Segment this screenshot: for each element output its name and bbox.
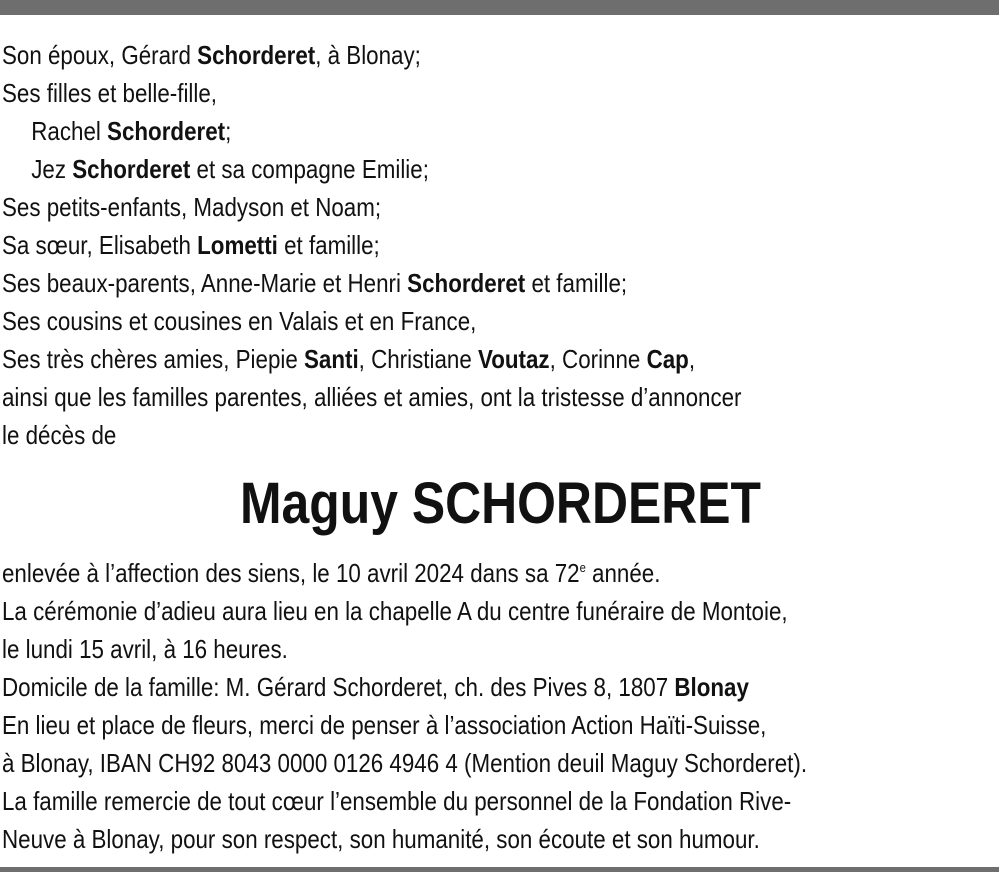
line-text: , à Blonay;: [315, 40, 421, 70]
line-text: Jez: [31, 154, 73, 184]
surname-bold: Lometti: [197, 230, 278, 260]
surname-bold: Voutaz: [477, 344, 550, 374]
detail-line: [2, 782, 859, 820]
detail-line: [2, 592, 859, 630]
detail-line: [2, 630, 859, 668]
line-text: Rachel: [31, 116, 108, 146]
line-text: Ses cousins et cousines en Valais et en France,: [2, 306, 477, 336]
line-text: le lundi 15 avril, à 16 heures.: [2, 634, 288, 664]
ceremony-details: [2, 592, 999, 858]
family-line: [2, 226, 859, 264]
family-line: [2, 302, 859, 340]
obituary-notice: [2, 36, 999, 858]
line-text: Neuve à Blonay, pour son respect, son humanité, son écoute et son humour.: [2, 824, 760, 854]
family-line: [2, 150, 859, 188]
detail-line: [2, 744, 859, 782]
line-text: Sa sœur, Elisabeth: [2, 230, 198, 260]
line-text: , Corinne: [549, 344, 647, 374]
death-text-end: année.: [585, 558, 661, 588]
surname-bold: Schorderet: [107, 116, 226, 146]
line-text: Ses beaux-parents, Anne-Marie et Henri: [2, 268, 408, 298]
ordinal-suffix: e: [579, 560, 586, 575]
line-text: La cérémonie d’adieu aura lieu en la chapelle A du centre funéraire de Montoie,: [2, 596, 788, 626]
line-text: , Christiane: [358, 344, 478, 374]
line-text: le décès de: [2, 420, 117, 450]
surname-bold: Blonay: [674, 672, 749, 702]
line-text: et famille;: [277, 230, 380, 260]
top-divider: [0, 0, 999, 15]
death-text: enlevée à l’affection des siens, le 10 avril 2024 dans sa 72: [2, 558, 580, 588]
detail-line: [2, 820, 859, 858]
surname-bold: Schorderet: [407, 268, 526, 298]
detail-line: [2, 706, 859, 744]
line-text: et sa compagne Emilie;: [190, 154, 429, 184]
line-text: et famille;: [525, 268, 628, 298]
surname-bold: Schorderet: [197, 40, 316, 70]
line-text: Son époux, Gérard: [2, 40, 198, 70]
death-announcement: [2, 554, 859, 592]
family-line: [2, 416, 859, 454]
family-line: [2, 188, 859, 226]
line-text: à Blonay, IBAN CH92 8043 0000 0126 4946 4 (Mention deuil Maguy Schorderet).: [2, 748, 808, 778]
surname-bold: Santi: [303, 344, 359, 374]
family-list: [2, 36, 999, 454]
family-line: [2, 74, 859, 112]
deceased-name: Maguy SCHORDERET: [239, 471, 761, 536]
line-text: Ses petits-enfants, Madyson et Noam;: [2, 192, 382, 222]
surname-bold: Schorderet: [72, 154, 191, 184]
bottom-divider: [0, 867, 999, 872]
family-line: [2, 36, 859, 74]
family-line: [2, 378, 859, 416]
line-text: ainsi que les familles parentes, alliées et amies, ont la tristesse d’annoncer: [2, 382, 742, 412]
detail-line: [2, 668, 859, 706]
line-text: ,: [688, 344, 696, 374]
line-text: Domicile de la famille: M. Gérard Schorderet, ch. des Pives 8, 1807: [2, 672, 675, 702]
surname-bold: Cap: [646, 344, 689, 374]
line-text: En lieu et place de fleurs, merci de penser à l’association Action Haïti-Suisse,: [2, 710, 767, 740]
family-line: [2, 112, 859, 150]
line-text: Ses filles et belle-fille,: [2, 78, 217, 108]
line-text: Ses très chères amies, Piepie: [2, 344, 304, 374]
family-line: [2, 340, 859, 378]
line-text: ;: [225, 116, 232, 146]
line-text: La famille remercie de tout cœur l’ensemble du personnel de la Fondation Rive-: [2, 786, 792, 816]
family-line: [2, 264, 859, 302]
